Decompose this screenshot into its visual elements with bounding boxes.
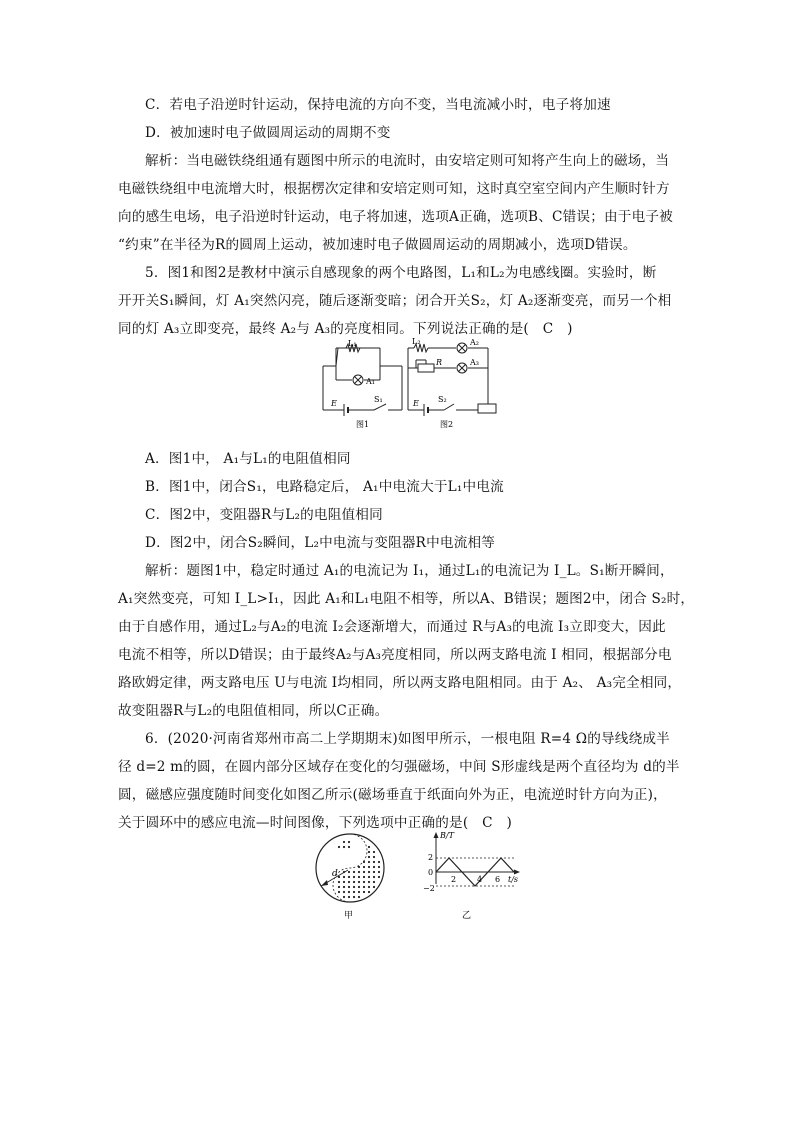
- fig1-lamp-label: A₁: [366, 377, 375, 386]
- y-axis-label: B/T: [440, 831, 454, 840]
- q6-stem-line-4: 关于圆环中的感应电流—时间图像，下列选项中正确的是( C ): [118, 815, 513, 831]
- q4-analysis-line-2: 电磁铁绕组中电流增大时，根据楞次定律和安培定则可知，这时真空室空间内产生顺时针方: [118, 181, 670, 197]
- field-dot: [368, 866, 370, 868]
- figure-yi-b-t-chart: [418, 828, 528, 924]
- field-dot: [348, 886, 350, 888]
- field-dot: [378, 866, 380, 868]
- field-dot: [368, 886, 370, 888]
- q5-stem-line-3: 同的灯 A₃立即变亮，最终 A₂与 A₃的亮度相同。下列说法正确的是( C ): [118, 321, 573, 337]
- fig-yi-caption: 乙: [462, 911, 472, 921]
- field-dot: [373, 876, 375, 878]
- field-dot: [338, 881, 340, 883]
- q4-analysis-line-3: 向的感生电场，电子沿逆时针运动，电子将加速，选项A正确，选项B、C错误；由于电子被: [118, 209, 673, 225]
- figure-jia-ring: [308, 830, 392, 922]
- field-dot: [358, 896, 360, 898]
- q5-analysis-line-6: 故变阻器R与L₂的电阻值相同，所以C正确。: [118, 703, 389, 719]
- field-dot: [373, 861, 375, 863]
- magnetic-field-dots: [338, 841, 380, 898]
- q4-analysis-line-1: 解析：当电磁铁绕组通有题图中所示的电流时，由安培定则可知将产生向上的磁场，当: [145, 153, 670, 169]
- field-dot: [358, 886, 360, 888]
- circuit-figure-1: [318, 338, 408, 430]
- y-tick-2: 2: [428, 853, 434, 862]
- field-dot: [373, 881, 375, 883]
- field-dot: [373, 866, 375, 868]
- fig2-emf-label: E: [413, 399, 419, 408]
- q4-option-c: C．若电子沿逆时针运动，保持电流的方向不变，当电流减小时，电子将加速: [145, 97, 611, 113]
- q5-option-a: A．图1中， A₁与L₁的电阻值相同: [145, 451, 351, 467]
- q6-stem-line-1: 6．(2020·河南省郑州市高二上学期期末)如图甲所示，一根电阻 R=4 Ω的导线绕成半: [145, 731, 670, 747]
- field-dot: [358, 871, 360, 873]
- field-dot: [348, 846, 350, 848]
- field-dot: [353, 896, 355, 898]
- field-dot: [373, 856, 375, 858]
- fig2-lamp-a3-label: A₃: [470, 358, 479, 367]
- field-dot: [368, 881, 370, 883]
- field-dot: [368, 861, 370, 863]
- field-dot: [363, 886, 365, 888]
- q5-stem-line-2: 开开关S₁瞬间，灯 A₁突然闪亮，随后逐渐变暗；闭合开关S₂，灯 A₂逐渐变亮，而另一个相: [118, 293, 672, 309]
- field-dot: [363, 866, 365, 868]
- fig2-lamp-a2-label: A₂: [470, 338, 479, 347]
- q5-analysis-line-1: 解析：题图1中，稳定时通过 A₁的电流记为 I₁，通过L₁的电流记为 I_L。S₁断开瞬间，: [145, 563, 674, 579]
- field-dot: [368, 891, 370, 893]
- q5-option-d: D．图2中，闭合S₂瞬间，L₂中电流与变阻器R中电流相等: [145, 535, 496, 551]
- field-dot: [378, 876, 380, 878]
- field-dot: [368, 876, 370, 878]
- field-dot: [363, 881, 365, 883]
- fig-jia-caption: 甲: [344, 911, 354, 921]
- field-dot: [373, 871, 375, 873]
- fig2-inductor-label: L₂: [412, 338, 421, 346]
- field-dot: [358, 891, 360, 893]
- field-dot: [348, 881, 350, 883]
- x-axis-label: t/s: [508, 875, 519, 884]
- field-dot: [373, 851, 375, 853]
- y-tick-neg2: −2: [423, 884, 435, 893]
- fig1-emf-label: E: [331, 399, 337, 408]
- field-dot: [338, 886, 340, 888]
- field-dot: [368, 846, 370, 848]
- q4-option-d: D．被加速时电子做圆周运动的周期不变: [145, 125, 391, 141]
- field-dot: [338, 891, 340, 893]
- field-dot: [353, 876, 355, 878]
- circuit-figure-2: [404, 338, 500, 430]
- field-dot: [368, 871, 370, 873]
- fig2-caption: 图2: [440, 420, 454, 429]
- fig1-switch-label: S₁: [374, 395, 383, 404]
- x-tick-6: 6: [495, 875, 501, 884]
- field-dot: [343, 841, 345, 843]
- fig1-caption: 图1: [356, 420, 370, 429]
- fig1-inductor-label: L₁: [348, 339, 357, 348]
- x-tick-2: 2: [451, 875, 457, 884]
- q6-stem-line-3: 圆，磁感应强度随时间变化如图乙所示(磁场垂直于纸面向外为正，电流逆时针方向为正)，: [118, 787, 667, 803]
- field-dot: [373, 886, 375, 888]
- field-dot: [343, 896, 345, 898]
- q6-stem-line-2: 径 d=2 m的圆，在圆内部分区域存在变化的匀强磁场，中间 S形虚线是两个直径均为 d的半: [118, 759, 680, 775]
- q5-option-b: B．图1中，闭合S₁，电路稳定后， A₁中电流大于L₁中电流: [145, 479, 504, 495]
- field-dot: [368, 851, 370, 853]
- field-dot: [348, 871, 350, 873]
- q5-analysis-line-5: 路欧姆定律，两支路电压 U与电流 I均相同，所以两支路电阻相同。由于 A₂、 A₃完全相同，: [118, 675, 682, 691]
- y-tick-0: 0: [428, 868, 434, 877]
- field-dot: [348, 876, 350, 878]
- fig2-switch-label: S₂: [438, 395, 447, 404]
- q5-analysis-line-2: A₁突然变亮，可知 I_L>I₁，因此 A₁和L₁电阻不相等，所以A、B错误；题图2中，闭合 S₂时，: [118, 591, 695, 607]
- field-dot: [343, 876, 345, 878]
- field-dot: [353, 891, 355, 893]
- field-dot: [343, 881, 345, 883]
- field-dot: [358, 881, 360, 883]
- field-dot: [363, 891, 365, 893]
- x-tick-4: 4: [477, 875, 483, 884]
- q5-stem-line-1: 5．图1和图2是教材中演示自感现象的两个电路图，L₁和L₂为电感线圈。实验时，断: [145, 265, 657, 281]
- field-dot: [353, 886, 355, 888]
- fig-jia-d-label: d: [332, 869, 338, 879]
- q5-analysis-line-4: 电流不相等，所以D错误；由于最终A₂与A₃亮度相同，所以两支路电流 I 相同，根据部分电: [118, 647, 672, 663]
- field-dot: [353, 881, 355, 883]
- field-dot: [343, 846, 345, 848]
- q4-analysis-line-4: “约束”在半径为R的圆周上运动，被加速时电子做圆周运动的周期减小，选项D错误。: [118, 237, 637, 253]
- field-dot: [348, 841, 350, 843]
- field-dot: [338, 846, 340, 848]
- field-dot: [368, 856, 370, 858]
- fig2-rheostat-label: R: [436, 358, 443, 367]
- field-dot: [363, 871, 365, 873]
- field-dot: [348, 891, 350, 893]
- field-dot: [378, 861, 380, 863]
- field-dot: [378, 871, 380, 873]
- field-dot: [348, 896, 350, 898]
- field-dot: [343, 891, 345, 893]
- field-dot: [343, 886, 345, 888]
- field-dot: [363, 876, 365, 878]
- q5-option-c: C．图2中，变阻器R与L₂的电阻值相同: [145, 507, 383, 523]
- field-dot: [358, 876, 360, 878]
- field-dot: [353, 871, 355, 873]
- q5-analysis-line-3: 由于自感作用，通过L₂与A₂的电流 I₂会逐渐增大，而通过 R与A₃的电流 I₃立即变大，因此: [118, 619, 666, 635]
